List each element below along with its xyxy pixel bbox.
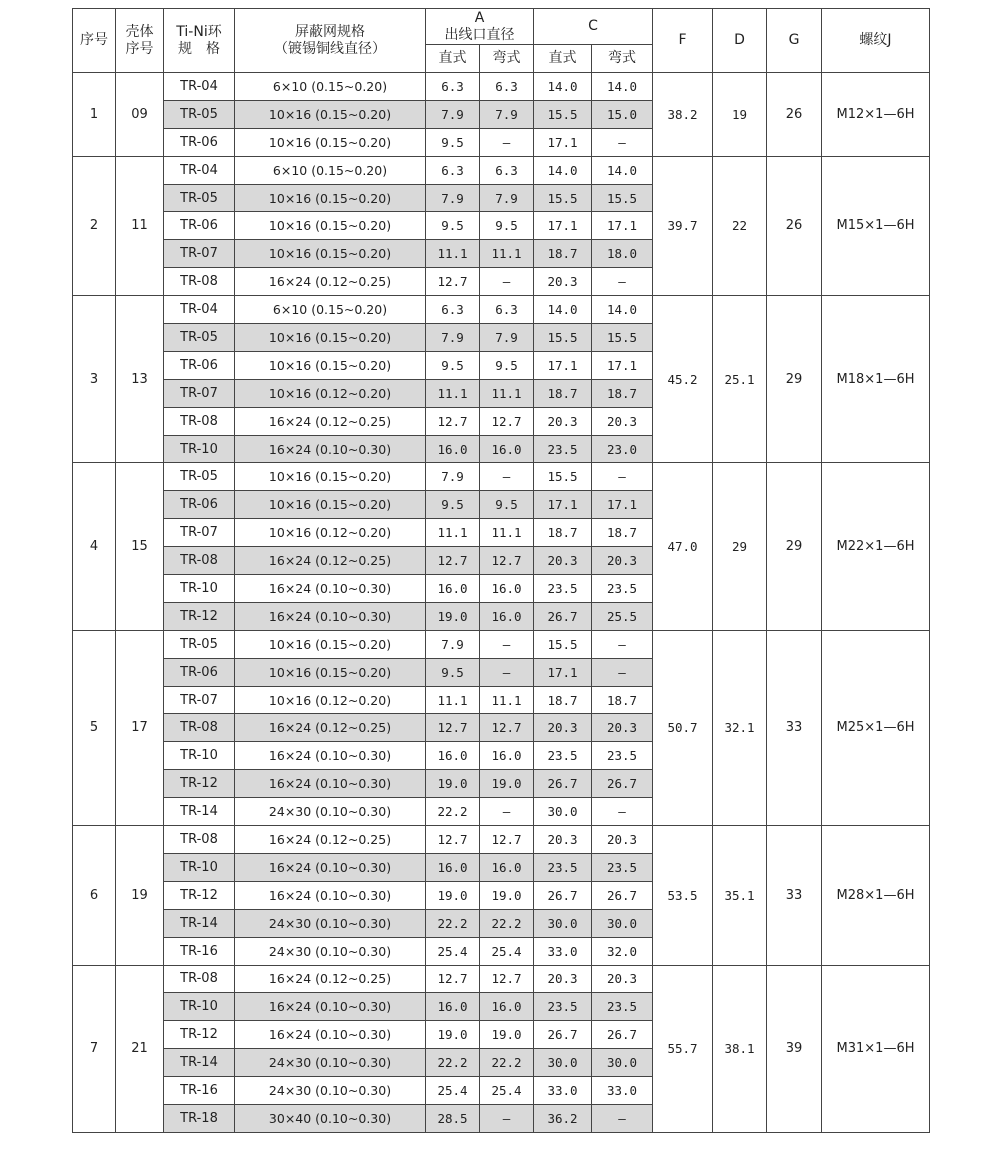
mesh-spec-cell: 10×16 (0.15~0.20)	[235, 184, 426, 212]
c-straight-cell: 23.5	[534, 993, 592, 1021]
c-straight-cell: 23.5	[534, 435, 592, 463]
a-straight-cell: 6.3	[426, 73, 480, 101]
a-straight-cell: 9.5	[426, 351, 480, 379]
a-straight-cell: 7.9	[426, 630, 480, 658]
a-bent-cell: 25.4	[480, 937, 534, 965]
mesh-spec-cell: 16×24 (0.10~0.30)	[235, 1021, 426, 1049]
ring-spec-cell: TR-06	[164, 212, 235, 240]
shell-seq-cell: 21	[116, 965, 164, 1132]
header-mesh-spec: 屏蔽网规格 （镀锡铜线直径）	[235, 9, 426, 73]
a-straight-cell: 7.9	[426, 324, 480, 352]
header-d: D	[713, 9, 767, 73]
mesh-spec-cell: 10×16 (0.15~0.20)	[235, 212, 426, 240]
c-bent-cell: 30.0	[592, 909, 653, 937]
f-cell: 50.7	[653, 630, 713, 825]
thread-cell: M22×1—6H	[822, 463, 930, 630]
a-bent-cell: 19.0	[480, 770, 534, 798]
c-bent-cell: 20.3	[592, 407, 653, 435]
a-straight-cell: 12.7	[426, 965, 480, 993]
ring-spec-cell: TR-12	[164, 1021, 235, 1049]
a-bent-cell: 7.9	[480, 100, 534, 128]
c-bent-cell: 23.5	[592, 742, 653, 770]
mesh-spec-cell: 16×24 (0.12~0.25)	[235, 965, 426, 993]
mesh-spec-cell: 24×30 (0.10~0.30)	[235, 909, 426, 937]
a-bent-cell: 19.0	[480, 881, 534, 909]
ring-spec-cell: TR-12	[164, 602, 235, 630]
a-bent-cell: 9.5	[480, 491, 534, 519]
ring-spec-cell: TR-08	[164, 547, 235, 575]
c-bent-cell: 23.5	[592, 853, 653, 881]
a-straight-cell: 11.1	[426, 686, 480, 714]
ring-spec-cell: TR-10	[164, 575, 235, 603]
ring-spec-cell: TR-16	[164, 937, 235, 965]
a-bent-cell: 9.5	[480, 212, 534, 240]
f-cell: 39.7	[653, 156, 713, 295]
g-cell: 39	[767, 965, 822, 1132]
ring-spec-cell: TR-07	[164, 379, 235, 407]
ring-spec-cell: TR-05	[164, 100, 235, 128]
a-bent-cell: 22.2	[480, 1049, 534, 1077]
c-bent-cell: 20.3	[592, 965, 653, 993]
a-bent-cell: 16.0	[480, 435, 534, 463]
c-straight-cell: 17.1	[534, 658, 592, 686]
ring-spec-cell: TR-07	[164, 686, 235, 714]
spec-table	[72, 8, 930, 1133]
mesh-spec-cell: 16×24 (0.12~0.25)	[235, 547, 426, 575]
mesh-spec-cell: 16×24 (0.10~0.30)	[235, 770, 426, 798]
c-bent-cell: 15.0	[592, 100, 653, 128]
header-ring-spec: Ti-Ni环 规 格	[164, 9, 235, 73]
mesh-spec-cell: 16×24 (0.10~0.30)	[235, 602, 426, 630]
a-bent-cell: 12.7	[480, 965, 534, 993]
a-bent-cell: 12.7	[480, 714, 534, 742]
a-bent-cell: 6.3	[480, 156, 534, 184]
d-cell: 29	[713, 463, 767, 630]
shell-seq-cell: 15	[116, 463, 164, 630]
c-bent-cell: 23.0	[592, 435, 653, 463]
f-cell: 53.5	[653, 826, 713, 965]
a-straight-cell: 19.0	[426, 1021, 480, 1049]
c-straight-cell: 26.7	[534, 881, 592, 909]
mesh-spec-cell: 24×30 (0.10~0.30)	[235, 1049, 426, 1077]
a-bent-cell: 11.1	[480, 686, 534, 714]
header-a-bent: 弯式	[480, 45, 534, 73]
a-bent-cell: —	[480, 463, 534, 491]
ring-spec-cell: TR-04	[164, 296, 235, 324]
a-bent-cell: 19.0	[480, 1021, 534, 1049]
header-a-straight: 直式	[426, 45, 480, 73]
f-cell: 45.2	[653, 296, 713, 463]
mesh-spec-cell: 10×16 (0.15~0.20)	[235, 240, 426, 268]
g-cell: 33	[767, 630, 822, 825]
c-straight-cell: 23.5	[534, 853, 592, 881]
mesh-spec-cell: 16×24 (0.10~0.30)	[235, 853, 426, 881]
c-straight-cell: 18.7	[534, 240, 592, 268]
c-bent-cell: 18.7	[592, 686, 653, 714]
ring-spec-cell: TR-05	[164, 463, 235, 491]
a-straight-cell: 16.0	[426, 575, 480, 603]
a-straight-cell: 6.3	[426, 296, 480, 324]
ring-spec-cell: TR-06	[164, 491, 235, 519]
a-straight-cell: 28.5	[426, 1104, 480, 1132]
c-straight-cell: 20.3	[534, 965, 592, 993]
ring-spec-cell: TR-04	[164, 73, 235, 101]
ring-spec-cell: TR-08	[164, 407, 235, 435]
ring-spec-cell: TR-04	[164, 156, 235, 184]
c-bent-cell: —	[592, 128, 653, 156]
a-bent-cell: —	[480, 1104, 534, 1132]
c-bent-cell: 20.3	[592, 714, 653, 742]
seq-cell: 1	[73, 73, 116, 157]
ring-spec-cell: TR-05	[164, 184, 235, 212]
ring-spec-cell: TR-05	[164, 630, 235, 658]
c-bent-cell: —	[592, 798, 653, 826]
c-straight-cell: 20.3	[534, 268, 592, 296]
thread-cell: M15×1—6H	[822, 156, 930, 295]
mesh-spec-cell: 10×16 (0.15~0.20)	[235, 351, 426, 379]
c-straight-cell: 26.7	[534, 602, 592, 630]
c-bent-cell: 26.7	[592, 1021, 653, 1049]
a-straight-cell: 25.4	[426, 937, 480, 965]
c-bent-cell: —	[592, 463, 653, 491]
c-straight-cell: 15.5	[534, 324, 592, 352]
ring-spec-cell: TR-08	[164, 826, 235, 854]
mesh-spec-cell: 16×24 (0.10~0.30)	[235, 881, 426, 909]
c-straight-cell: 33.0	[534, 1077, 592, 1105]
c-straight-cell: 20.3	[534, 826, 592, 854]
f-cell: 47.0	[653, 463, 713, 630]
ring-spec-cell: TR-10	[164, 742, 235, 770]
c-bent-cell: 33.0	[592, 1077, 653, 1105]
c-straight-cell: 20.3	[534, 547, 592, 575]
a-straight-cell: 22.2	[426, 798, 480, 826]
a-straight-cell: 9.5	[426, 658, 480, 686]
ring-spec-cell: TR-12	[164, 881, 235, 909]
a-straight-cell: 19.0	[426, 770, 480, 798]
a-straight-cell: 11.1	[426, 519, 480, 547]
c-bent-cell: 18.7	[592, 519, 653, 547]
c-straight-cell: 30.0	[534, 798, 592, 826]
ring-spec-cell: TR-07	[164, 519, 235, 547]
c-bent-cell: 15.5	[592, 324, 653, 352]
ring-spec-cell: TR-05	[164, 324, 235, 352]
a-bent-cell: 7.9	[480, 184, 534, 212]
a-bent-cell: 16.0	[480, 742, 534, 770]
a-straight-cell: 19.0	[426, 881, 480, 909]
thread-cell: M18×1—6H	[822, 296, 930, 463]
c-bent-cell: —	[592, 658, 653, 686]
mesh-spec-cell: 16×24 (0.10~0.30)	[235, 993, 426, 1021]
mesh-spec-cell: 6×10 (0.15~0.20)	[235, 296, 426, 324]
a-bent-cell: 11.1	[480, 240, 534, 268]
mesh-spec-cell: 16×24 (0.12~0.25)	[235, 268, 426, 296]
a-bent-cell: —	[480, 658, 534, 686]
c-bent-cell: 14.0	[592, 296, 653, 324]
ring-spec-cell: TR-06	[164, 351, 235, 379]
g-cell: 29	[767, 463, 822, 630]
ring-spec-cell: TR-10	[164, 435, 235, 463]
a-straight-cell: 9.5	[426, 128, 480, 156]
a-bent-cell: 6.3	[480, 73, 534, 101]
seq-cell: 3	[73, 296, 116, 463]
c-straight-cell: 30.0	[534, 909, 592, 937]
ring-spec-cell: TR-08	[164, 965, 235, 993]
a-straight-cell: 12.7	[426, 714, 480, 742]
ring-spec-cell: TR-10	[164, 853, 235, 881]
mesh-spec-cell: 16×24 (0.10~0.30)	[235, 742, 426, 770]
a-straight-cell: 16.0	[426, 853, 480, 881]
f-cell: 55.7	[653, 965, 713, 1132]
c-bent-cell: 26.7	[592, 881, 653, 909]
c-bent-cell: 15.5	[592, 184, 653, 212]
c-straight-cell: 17.1	[534, 491, 592, 519]
c-bent-cell: 23.5	[592, 575, 653, 603]
shell-seq-cell: 17	[116, 630, 164, 825]
a-straight-cell: 6.3	[426, 156, 480, 184]
mesh-spec-cell: 10×16 (0.15~0.20)	[235, 658, 426, 686]
mesh-spec-cell: 10×16 (0.12~0.20)	[235, 379, 426, 407]
a-bent-cell: 12.7	[480, 826, 534, 854]
a-straight-cell: 16.0	[426, 435, 480, 463]
c-bent-cell: 26.7	[592, 770, 653, 798]
a-straight-cell: 7.9	[426, 463, 480, 491]
c-straight-cell: 17.1	[534, 351, 592, 379]
header-c: C	[534, 9, 653, 45]
mesh-spec-cell: 10×16 (0.15~0.20)	[235, 324, 426, 352]
header-shell-seq: 壳体 序号	[116, 9, 164, 73]
seq-cell: 2	[73, 156, 116, 295]
c-straight-cell: 14.0	[534, 156, 592, 184]
mesh-spec-cell: 10×16 (0.12~0.20)	[235, 686, 426, 714]
a-bent-cell: 16.0	[480, 853, 534, 881]
table-row	[73, 463, 930, 491]
a-bent-cell: 12.7	[480, 407, 534, 435]
c-bent-cell: 18.7	[592, 379, 653, 407]
mesh-spec-cell: 6×10 (0.15~0.20)	[235, 156, 426, 184]
shell-seq-cell: 11	[116, 156, 164, 295]
c-bent-cell: 20.3	[592, 826, 653, 854]
ring-spec-cell: TR-06	[164, 658, 235, 686]
a-straight-cell: 12.7	[426, 547, 480, 575]
c-straight-cell: 20.3	[534, 407, 592, 435]
c-bent-cell: 14.0	[592, 156, 653, 184]
a-straight-cell: 12.7	[426, 268, 480, 296]
f-cell: 38.2	[653, 73, 713, 157]
g-cell: 26	[767, 156, 822, 295]
ring-spec-cell: TR-08	[164, 268, 235, 296]
mesh-spec-cell: 10×16 (0.12~0.20)	[235, 519, 426, 547]
table-row	[73, 965, 930, 993]
mesh-spec-cell: 16×24 (0.10~0.30)	[235, 575, 426, 603]
c-bent-cell: 30.0	[592, 1049, 653, 1077]
c-bent-cell: 17.1	[592, 491, 653, 519]
c-straight-cell: 23.5	[534, 575, 592, 603]
ring-spec-cell: TR-14	[164, 798, 235, 826]
mesh-spec-cell: 24×30 (0.10~0.30)	[235, 1077, 426, 1105]
a-bent-cell: 16.0	[480, 602, 534, 630]
header-c-straight: 直式	[534, 45, 592, 73]
ring-spec-cell: TR-14	[164, 909, 235, 937]
c-straight-cell: 18.7	[534, 379, 592, 407]
thread-cell: M28×1—6H	[822, 826, 930, 965]
mesh-spec-cell: 10×16 (0.15~0.20)	[235, 630, 426, 658]
table-row	[73, 826, 930, 854]
a-bent-cell: 16.0	[480, 993, 534, 1021]
mesh-spec-cell: 24×30 (0.10~0.30)	[235, 798, 426, 826]
c-straight-cell: 36.2	[534, 1104, 592, 1132]
a-bent-cell: —	[480, 630, 534, 658]
thread-cell: M12×1—6H	[822, 73, 930, 157]
a-bent-cell: —	[480, 128, 534, 156]
a-bent-cell: 9.5	[480, 351, 534, 379]
g-cell: 26	[767, 73, 822, 157]
a-bent-cell: 6.3	[480, 296, 534, 324]
seq-cell: 6	[73, 826, 116, 965]
ring-spec-cell: TR-18	[164, 1104, 235, 1132]
mesh-spec-cell: 10×16 (0.15~0.20)	[235, 100, 426, 128]
c-straight-cell: 20.3	[534, 714, 592, 742]
seq-cell: 5	[73, 630, 116, 825]
header-thread: 螺纹J	[822, 9, 930, 73]
ring-spec-cell: TR-06	[164, 128, 235, 156]
a-straight-cell: 22.2	[426, 909, 480, 937]
a-bent-cell: 7.9	[480, 324, 534, 352]
c-straight-cell: 17.1	[534, 212, 592, 240]
a-bent-cell: 11.1	[480, 519, 534, 547]
d-cell: 32.1	[713, 630, 767, 825]
c-straight-cell: 17.1	[534, 128, 592, 156]
c-straight-cell: 23.5	[534, 742, 592, 770]
shell-seq-cell: 13	[116, 296, 164, 463]
mesh-spec-cell: 16×24 (0.10~0.30)	[235, 435, 426, 463]
a-straight-cell: 9.5	[426, 491, 480, 519]
a-straight-cell: 11.1	[426, 240, 480, 268]
a-bent-cell: 11.1	[480, 379, 534, 407]
mesh-spec-cell: 16×24 (0.12~0.25)	[235, 407, 426, 435]
a-bent-cell: 12.7	[480, 547, 534, 575]
ring-spec-cell: TR-14	[164, 1049, 235, 1077]
c-bent-cell: 17.1	[592, 212, 653, 240]
c-bent-cell: 14.0	[592, 73, 653, 101]
a-straight-cell: 19.0	[426, 602, 480, 630]
table-row	[73, 296, 930, 324]
a-bent-cell: —	[480, 798, 534, 826]
header-a-outlet-diameter: A 出线口直径	[426, 9, 534, 45]
c-straight-cell: 15.5	[534, 630, 592, 658]
c-straight-cell: 15.5	[534, 463, 592, 491]
c-straight-cell: 15.5	[534, 184, 592, 212]
c-bent-cell: —	[592, 1104, 653, 1132]
a-bent-cell: 25.4	[480, 1077, 534, 1105]
mesh-spec-cell: 10×16 (0.15~0.20)	[235, 463, 426, 491]
g-cell: 29	[767, 296, 822, 463]
c-bent-cell: 23.5	[592, 993, 653, 1021]
c-straight-cell: 14.0	[534, 296, 592, 324]
header-f: F	[653, 9, 713, 73]
c-bent-cell: 32.0	[592, 937, 653, 965]
g-cell: 33	[767, 826, 822, 965]
a-straight-cell: 25.4	[426, 1077, 480, 1105]
a-straight-cell: 16.0	[426, 742, 480, 770]
a-bent-cell: —	[480, 268, 534, 296]
c-straight-cell: 26.7	[534, 770, 592, 798]
ring-spec-cell: TR-16	[164, 1077, 235, 1105]
c-straight-cell: 18.7	[534, 686, 592, 714]
ring-spec-cell: TR-08	[164, 714, 235, 742]
thread-cell: M31×1—6H	[822, 965, 930, 1132]
c-straight-cell: 14.0	[534, 73, 592, 101]
header-c-bent: 弯式	[592, 45, 653, 73]
thread-cell: M25×1—6H	[822, 630, 930, 825]
table-row	[73, 73, 930, 101]
a-bent-cell: 16.0	[480, 575, 534, 603]
ring-spec-cell: TR-12	[164, 770, 235, 798]
d-cell: 38.1	[713, 965, 767, 1132]
mesh-spec-cell: 16×24 (0.12~0.25)	[235, 714, 426, 742]
mesh-spec-cell: 10×16 (0.15~0.20)	[235, 491, 426, 519]
c-straight-cell: 30.0	[534, 1049, 592, 1077]
mesh-spec-cell: 16×24 (0.12~0.25)	[235, 826, 426, 854]
table-row	[73, 630, 930, 658]
mesh-spec-cell: 10×16 (0.15~0.20)	[235, 128, 426, 156]
d-cell: 35.1	[713, 826, 767, 965]
c-bent-cell: 20.3	[592, 547, 653, 575]
d-cell: 19	[713, 73, 767, 157]
mesh-spec-cell: 24×30 (0.10~0.30)	[235, 937, 426, 965]
a-straight-cell: 7.9	[426, 100, 480, 128]
table-row	[73, 156, 930, 184]
seq-cell: 7	[73, 965, 116, 1132]
c-bent-cell: —	[592, 268, 653, 296]
a-bent-cell: 22.2	[480, 909, 534, 937]
header-seq: 序号	[73, 9, 116, 73]
c-bent-cell: 17.1	[592, 351, 653, 379]
c-bent-cell: 25.5	[592, 602, 653, 630]
c-straight-cell: 26.7	[534, 1021, 592, 1049]
c-bent-cell: 18.0	[592, 240, 653, 268]
d-cell: 22	[713, 156, 767, 295]
a-straight-cell: 11.1	[426, 379, 480, 407]
a-straight-cell: 12.7	[426, 407, 480, 435]
mesh-spec-cell: 6×10 (0.15~0.20)	[235, 73, 426, 101]
c-straight-cell: 15.5	[534, 100, 592, 128]
d-cell: 25.1	[713, 296, 767, 463]
a-straight-cell: 7.9	[426, 184, 480, 212]
shell-seq-cell: 19	[116, 826, 164, 965]
a-straight-cell: 9.5	[426, 212, 480, 240]
mesh-spec-cell: 30×40 (0.10~0.30)	[235, 1104, 426, 1132]
c-straight-cell: 18.7	[534, 519, 592, 547]
c-bent-cell: —	[592, 630, 653, 658]
ring-spec-cell: TR-07	[164, 240, 235, 268]
a-straight-cell: 12.7	[426, 826, 480, 854]
c-straight-cell: 33.0	[534, 937, 592, 965]
seq-cell: 4	[73, 463, 116, 630]
a-straight-cell: 16.0	[426, 993, 480, 1021]
a-straight-cell: 22.2	[426, 1049, 480, 1077]
shell-seq-cell: 09	[116, 73, 164, 157]
header-g: G	[767, 9, 822, 73]
table-body	[73, 73, 930, 1133]
ring-spec-cell: TR-10	[164, 993, 235, 1021]
